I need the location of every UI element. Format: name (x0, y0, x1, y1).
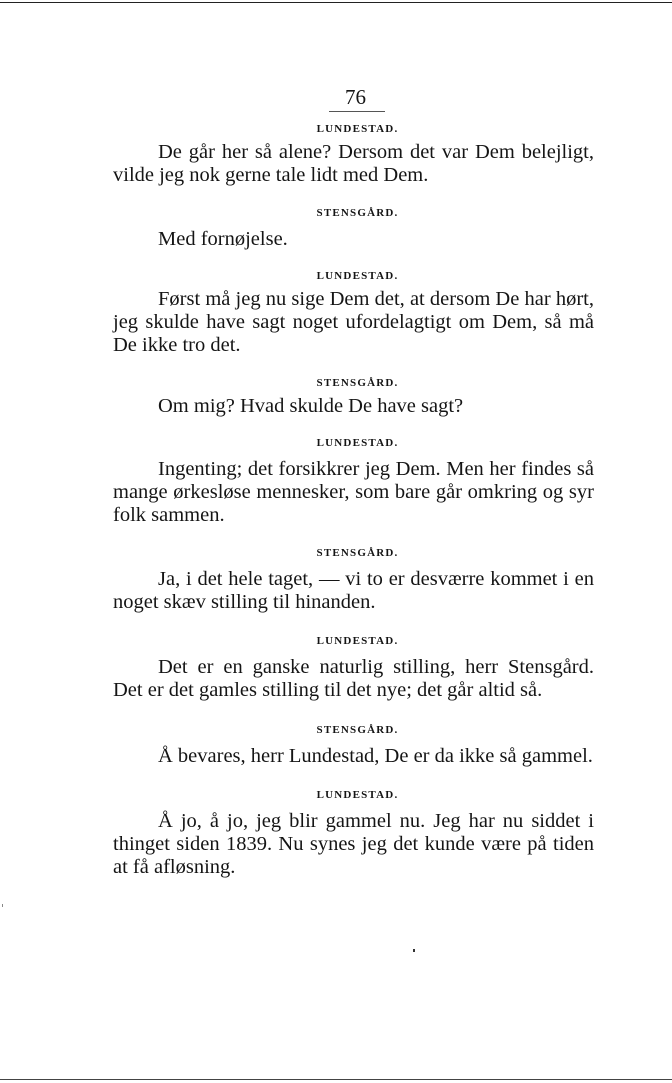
speaker-label: LUNDESTAD. (316, 270, 399, 282)
speaker-label: LUNDESTAD. (316, 635, 399, 647)
dialogue-block-2 (113, 206, 594, 251)
dialogue-block-5 (113, 436, 594, 527)
speaker-label: STENSGÅRD. (316, 547, 399, 559)
speaker-label: LUNDESTAD. (316, 437, 399, 449)
speech-text: Ingenting; det forsikkrer jeg Dem. Men her findes så mange ørkesløse mennesker, som bare går omkring og syr folk sammen. (113, 458, 594, 526)
dialogue-block-9 (113, 788, 594, 879)
speech-text: Å bevares, herr Lundestad, De er da ikke så gammel. (158, 745, 593, 767)
speech-text: Med fornøjelse. (158, 228, 288, 250)
speaker-label: STENSGÅRD. (316, 207, 399, 219)
speech-text: Om mig? Hvad skulde De have sagt? (158, 395, 464, 417)
speech-text: De går her så alene? Dersom det var Dem belejligt, vilde jeg nok gerne tale lidt med Dem. (113, 141, 594, 186)
scan-bottom-edge (0, 1079, 672, 1080)
speaker-label: LUNDESTAD. (316, 123, 399, 135)
edge-speck (2, 904, 3, 907)
speech-text: Å jo, å jo, jeg blir gammel nu. Jeg har nu siddet i thinget siden 1839. Nu synes jeg det kunde være på tiden at få afløsning. (113, 810, 594, 878)
scan-top-edge (0, 2, 672, 3)
dialogue-block-3 (113, 269, 594, 357)
dialogue-block-7 (113, 634, 594, 702)
speaker-label: STENSGÅRD. (316, 724, 399, 736)
book-page (113, 85, 594, 879)
speaker-label: LUNDESTAD. (316, 789, 399, 801)
page-number-rule (329, 111, 385, 112)
ink-speck (413, 949, 415, 952)
speech-text: Ja, i det hele taget, — vi to er desværre kommet i en noget skæv stilling til hinanden. (113, 568, 594, 613)
speaker-label: STENSGÅRD. (316, 377, 399, 389)
dialogue-block-8 (113, 723, 594, 768)
dialogue-block-1 (113, 122, 594, 187)
speech-text: Det er en ganske naturlig stilling, herr Stensgård. Det er det gamles stilling til det nye; det går altid så. (113, 656, 594, 701)
page-number: 76 (345, 85, 366, 109)
speech-text: Først må jeg nu sige Dem det, at dersom De har hørt, jeg skulde have sagt noget ufordelagtigt om Dem, så må De ikke tro det. (113, 288, 594, 356)
dialogue-block-6 (113, 546, 594, 614)
dialogue-block-4 (113, 376, 594, 418)
